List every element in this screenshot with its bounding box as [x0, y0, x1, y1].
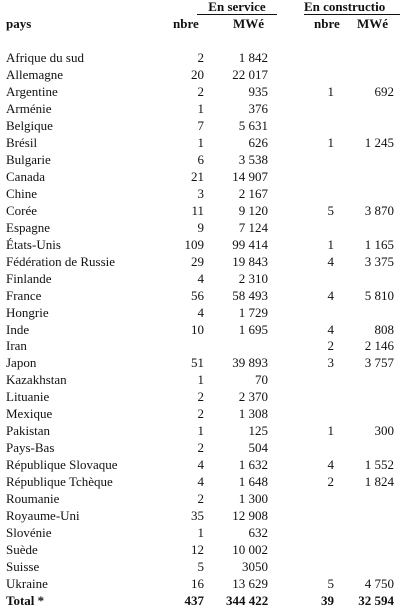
- service-mwe-cell: 7 124: [238, 219, 268, 235]
- construction-count-cell: 5: [327, 202, 334, 218]
- country-cell: Belgique: [6, 117, 53, 133]
- service-count-cell: 4: [197, 304, 204, 320]
- construction-mwe-cell: 3 870: [364, 202, 394, 218]
- country-cell: Suède: [6, 542, 38, 558]
- service-mwe-cell: 3 538: [238, 151, 268, 167]
- service-mwe-cell: 14 907: [232, 168, 268, 184]
- service-count-cell: 1: [197, 134, 204, 150]
- table-row: [0, 337, 400, 354]
- service-mwe-cell: 376: [248, 100, 268, 116]
- service-mwe-cell: 1 695: [238, 321, 268, 337]
- service-mwe-cell: 13 629: [232, 576, 268, 592]
- table-row: [0, 422, 400, 439]
- service-mwe-cell: 2 310: [238, 270, 268, 286]
- table-row: [0, 507, 400, 524]
- country-cell: Pakistan: [6, 423, 51, 439]
- service-count-cell: 4: [197, 270, 204, 286]
- service-count-cell: 12: [191, 542, 204, 558]
- table-row: [0, 100, 400, 117]
- country-cell: Roumanie: [6, 491, 60, 507]
- table-row: [0, 354, 400, 371]
- construction-mwe-cell: 692: [374, 83, 394, 99]
- header-group-in-service: En service: [197, 0, 277, 15]
- construction-count-cell: 3: [327, 355, 334, 371]
- construction-mwe-cell: 1 245: [364, 134, 394, 150]
- service-mwe-cell: 1 308: [238, 406, 268, 422]
- country-cell: Mexique: [6, 406, 53, 422]
- service-mwe-cell: 9 120: [238, 202, 268, 218]
- total-row: [0, 592, 400, 609]
- table-row: [0, 185, 400, 202]
- header-group-under-construction: En constructio: [304, 0, 400, 15]
- table-row: [0, 117, 400, 134]
- country-cell: Japon: [6, 355, 37, 371]
- country-cell: Arménie: [6, 100, 52, 116]
- service-mwe-cell: 10 002: [232, 542, 268, 558]
- construction-mwe-cell: 300: [374, 423, 394, 439]
- service-count-cell: 3: [197, 185, 204, 201]
- country-cell: Chine: [6, 185, 38, 201]
- country-cell: France: [6, 287, 42, 303]
- table-row: [0, 236, 400, 253]
- table-row: [0, 253, 400, 270]
- service-count-cell: 2: [197, 389, 204, 405]
- table-row: [0, 321, 400, 338]
- service-count-cell: 4: [197, 474, 204, 490]
- service-mwe-cell: 1 729: [238, 304, 268, 320]
- country-cell: Suisse: [6, 559, 40, 575]
- table-row: [0, 456, 400, 473]
- construction-mwe-cell: 3 757: [364, 355, 394, 371]
- table-row: [0, 405, 400, 422]
- service-mwe-cell: 70: [255, 372, 268, 388]
- table-row: [0, 168, 400, 185]
- table-row: [0, 558, 400, 575]
- construction-count-cell: 4: [327, 253, 334, 269]
- table-row: [0, 304, 400, 321]
- table-row: [0, 439, 400, 456]
- construction-mwe-cell: 808: [374, 321, 394, 337]
- country-cell: Kazakhstan: [6, 372, 67, 388]
- table-row: [0, 134, 400, 151]
- country-cell: Bulgarie: [6, 151, 51, 167]
- service-mwe-cell: 12 908: [232, 508, 268, 524]
- country-cell: Fédération de Russie: [6, 253, 116, 269]
- service-count-cell: 2: [197, 440, 204, 456]
- construction-mwe-cell: 5 810: [364, 287, 394, 303]
- country-cell: Inde: [6, 321, 30, 337]
- country-cell: Allemagne: [6, 66, 64, 82]
- table-row: [0, 473, 400, 490]
- country-cell: Ukraine: [6, 576, 48, 592]
- service-count-cell: 2: [197, 83, 204, 99]
- service-mwe-cell: 99 414: [232, 236, 268, 252]
- construction-count-cell: 1: [327, 134, 334, 150]
- service-count-cell: 2: [197, 406, 204, 422]
- country-cell: Espagne: [6, 219, 51, 235]
- construction-count-cell: 4: [327, 321, 334, 337]
- country-cell: Lituanie: [6, 389, 50, 405]
- country-cell: Brésil: [6, 134, 38, 150]
- table-row: [0, 287, 400, 304]
- table-row: [0, 49, 400, 66]
- service-count-cell: 20: [191, 66, 204, 82]
- country-cell: République Tchèque: [6, 474, 113, 490]
- table-row: [0, 490, 400, 507]
- table-body: [0, 49, 400, 609]
- service-mwe-cell: 504: [248, 440, 268, 456]
- service-mwe-cell: 5 631: [238, 117, 268, 133]
- service-count-cell: 4: [197, 457, 204, 473]
- total-construction-count-cell: 39: [321, 593, 334, 608]
- country-cell: Finlande: [6, 270, 52, 286]
- service-count-cell: 10: [191, 321, 204, 337]
- service-count-cell: 109: [184, 236, 204, 252]
- service-count-cell: 51: [191, 355, 204, 371]
- service-mwe-cell: 632: [248, 525, 268, 541]
- service-count-cell: 35: [191, 508, 204, 524]
- service-count-cell: 29: [191, 253, 204, 269]
- service-mwe-cell: 22 017: [232, 66, 268, 82]
- service-mwe-cell: 2 167: [238, 185, 268, 201]
- construction-count-cell: 2: [327, 474, 334, 490]
- table-row: [0, 66, 400, 83]
- table-row: [0, 575, 400, 592]
- header-nbre-construction: nbre: [314, 16, 340, 31]
- country-cell: Iran: [6, 338, 27, 354]
- table-row: [0, 371, 400, 388]
- service-count-cell: 1: [197, 525, 204, 541]
- service-mwe-cell: 1 632: [238, 457, 268, 473]
- total-construction-mwe-cell: 32 594: [358, 593, 394, 608]
- service-count-cell: 9: [197, 219, 204, 235]
- service-count-cell: 2: [197, 50, 204, 65]
- service-mwe-cell: 1 842: [238, 50, 268, 65]
- country-cell: Pays-Bas: [6, 440, 55, 456]
- service-mwe-cell: 19 843: [232, 253, 268, 269]
- service-count-cell: 56: [191, 287, 204, 303]
- construction-count-cell: 4: [327, 287, 334, 303]
- header-nbre-service: nbre: [173, 16, 199, 31]
- service-mwe-cell: 125: [248, 423, 268, 439]
- service-count-cell: 16: [191, 576, 204, 592]
- country-cell: Hongrie: [6, 304, 49, 320]
- construction-mwe-cell: 2 146: [364, 338, 394, 354]
- construction-count-cell: 5: [327, 576, 334, 592]
- country-cell: Argentine: [6, 83, 58, 99]
- service-count-cell: 21: [191, 168, 204, 184]
- service-count-cell: 5: [197, 559, 204, 575]
- country-cell: Afrique du sud: [6, 50, 84, 65]
- header-mwe-service: MWé: [233, 16, 265, 31]
- country-cell: Corée: [6, 202, 38, 218]
- service-mwe-cell: 626: [248, 134, 268, 150]
- service-count-cell: 2: [197, 491, 204, 507]
- construction-mwe-cell: 3 375: [364, 253, 394, 269]
- total-service-count-cell: 437: [184, 593, 204, 608]
- table-row: [0, 202, 400, 219]
- total-country-cell: Total *: [6, 593, 45, 608]
- service-mwe-cell: 1 648: [238, 474, 268, 490]
- header-mwe-construction: MWé: [357, 16, 389, 31]
- construction-count-cell: 4: [327, 457, 334, 473]
- construction-mwe-cell: 1 824: [364, 474, 394, 490]
- construction-count-cell: 2: [327, 338, 334, 354]
- country-cell: Slovénie: [6, 525, 52, 541]
- construction-count-cell: 1: [327, 423, 334, 439]
- table-row: [0, 388, 400, 405]
- service-count-cell: 1: [197, 372, 204, 388]
- service-count-cell: 1: [197, 423, 204, 439]
- table-row: [0, 270, 400, 287]
- service-mwe-cell: 3050: [242, 559, 268, 575]
- country-cell: Royaume-Uni: [6, 508, 80, 524]
- country-cell: États-Unis: [6, 236, 61, 252]
- table-row: [0, 541, 400, 558]
- total-service-mwe-cell: 344 422: [226, 593, 269, 608]
- country-cell: République Slovaque: [6, 457, 118, 473]
- service-mwe-cell: 58 493: [232, 287, 268, 303]
- construction-count-cell: 1: [327, 236, 334, 252]
- table-row: [0, 83, 400, 100]
- country-cell: Canada: [6, 168, 45, 184]
- table-row: [0, 524, 400, 541]
- construction-mwe-cell: 4 750: [364, 576, 394, 592]
- service-mwe-cell: 39 893: [232, 355, 268, 371]
- table-row: [0, 151, 400, 168]
- service-mwe-cell: 1 300: [238, 491, 268, 507]
- service-mwe-cell: 935: [248, 83, 268, 99]
- service-count-cell: 11: [191, 202, 204, 218]
- service-count-cell: 6: [197, 151, 204, 167]
- construction-mwe-cell: 1 165: [364, 236, 394, 252]
- service-count-cell: 1: [197, 100, 204, 116]
- table-row: [0, 219, 400, 236]
- construction-count-cell: 1: [327, 83, 334, 99]
- construction-mwe-cell: 1 552: [364, 457, 394, 473]
- service-count-cell: 7: [197, 117, 204, 133]
- header-pays: pays: [6, 16, 32, 31]
- service-mwe-cell: 2 370: [238, 389, 268, 405]
